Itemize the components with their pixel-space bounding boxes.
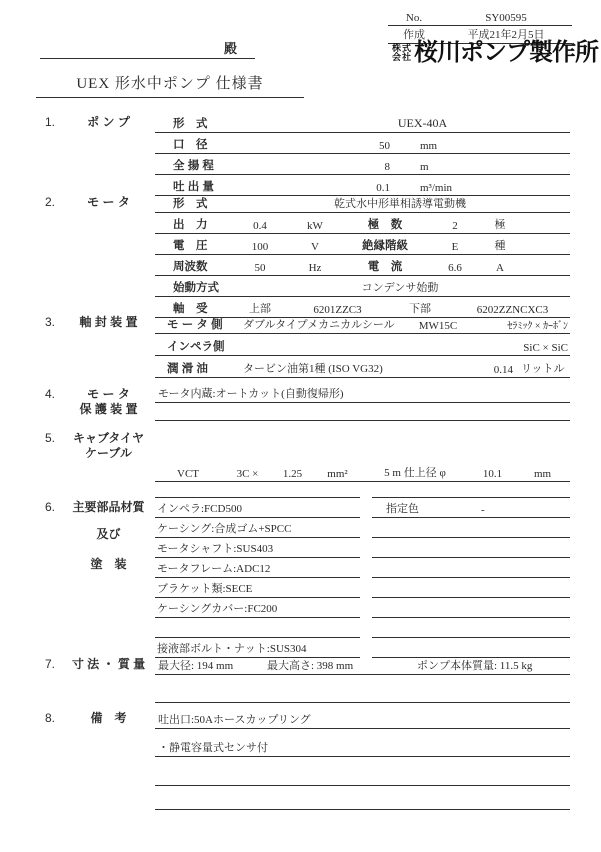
list-item <box>372 498 570 518</box>
section-materials-title-line2: 及び <box>96 527 121 541</box>
motor-type-value: 乾式水中形単相誘導電動機 <box>334 198 466 210</box>
paint-color-value: - <box>481 504 485 516</box>
motor-poles-value: 2 <box>452 220 458 232</box>
section-motor-title: モ ー タ <box>87 195 130 209</box>
material-item: 接液部ボルト・ナット:SUS304 <box>157 643 307 655</box>
bearing-upper-label: 上部 <box>249 303 271 315</box>
section-remarks-head <box>30 708 155 810</box>
section-remarks <box>30 708 570 810</box>
motor-voltage-label: 電 圧 <box>173 240 208 252</box>
material-item: モータフレーム:ADC12 <box>157 563 271 575</box>
doc-no-label: No. <box>405 12 423 24</box>
materials-list <box>155 497 360 658</box>
section-cable-title-line2: ケーブル <box>85 446 132 460</box>
cable-size: 1.25 <box>282 468 303 480</box>
list-item-blank <box>372 558 570 578</box>
material-item: ケーシングカバー:FC200 <box>157 603 278 615</box>
list-item-blank <box>372 518 570 538</box>
table-row <box>155 255 570 276</box>
motor-insulation-value: E <box>451 241 459 253</box>
motor-frequency-unit: Hz <box>308 262 322 274</box>
table-row <box>155 112 570 133</box>
section-motor <box>30 192 570 318</box>
company-prefix-top: 株式 <box>391 43 412 53</box>
list-item <box>155 538 360 558</box>
bearing-lower-value: 6202ZZNCXC3 <box>476 304 549 316</box>
pump-table <box>155 112 570 196</box>
materials-columns <box>155 497 570 658</box>
table-row <box>155 461 570 482</box>
table-row-blank <box>155 675 570 703</box>
seal-motor-side-type: ダブルタイプメカニカルシール <box>243 319 395 331</box>
list-item-blank <box>372 598 570 618</box>
paint-color-list <box>372 497 570 658</box>
company-prefix <box>392 44 412 62</box>
table-row <box>155 234 570 255</box>
table-row <box>155 729 570 757</box>
table-row <box>155 708 570 729</box>
motor-output-unit: kW <box>307 220 323 232</box>
material-item: ケーシング:合成ゴム+SPCC <box>157 523 292 535</box>
seal-impeller-side-faces: SiC × SiC <box>523 342 568 354</box>
list-item-blank <box>372 618 570 638</box>
list-item <box>155 558 360 578</box>
pump-bore-unit: mm <box>420 140 438 152</box>
motor-voltage-unit: V <box>311 241 319 253</box>
cable-length-od-label: 5 m 仕上径 φ <box>384 467 446 479</box>
doc-no-value: SY00595 <box>485 12 527 24</box>
bearing-lower-label: 下部 <box>409 303 431 315</box>
material-item: インペラ:FCD500 <box>157 503 242 515</box>
section-materials-title <box>62 500 155 658</box>
section-pump-head <box>30 112 155 196</box>
protection-table <box>155 384 570 421</box>
motor-start-label: 始動方式 <box>173 282 219 294</box>
cable-type: VCT <box>177 468 199 480</box>
paint-color-label: 指定色 <box>386 503 419 515</box>
section-dimensions-title: 寸 法 ・ 質 量 <box>71 657 146 671</box>
section-seal <box>30 312 570 378</box>
section-protection-no: 4. <box>45 387 56 401</box>
section-protection-head <box>30 384 155 421</box>
addressee-suffix: 殿 <box>223 41 237 56</box>
max-diameter: 最大径: 194 mm <box>158 660 234 672</box>
motor-bearing-label: 軸 受 <box>173 303 208 315</box>
section-remarks-title: 備 考 <box>90 711 127 725</box>
section-materials-no: 6. <box>45 500 56 514</box>
motor-insulation-label: 絶縁階級 <box>362 240 408 252</box>
seal-oil-type: タービン油第1種 (ISO VG32) <box>243 363 383 375</box>
pump-head-unit: m <box>420 161 429 173</box>
section-protection-title-line1: モ ー タ <box>87 387 130 401</box>
motor-output-label: 出 力 <box>173 219 208 231</box>
section-seal-no: 3. <box>45 315 56 329</box>
created-label: 作成 <box>403 29 425 41</box>
section-materials <box>30 497 570 658</box>
pump-discharge-unit: m³/min <box>420 182 453 194</box>
motor-current-value: 6.6 <box>448 262 462 274</box>
section-materials-head <box>30 497 155 658</box>
section-protection-title-line2: 保 護 装 置 <box>79 402 138 416</box>
pump-bore-label: 口 径 <box>173 139 208 151</box>
section-protection <box>30 384 570 421</box>
list-item-blank <box>372 578 570 598</box>
seal-oil-label: 潤 滑 油 <box>167 363 208 375</box>
section-cable-head <box>30 428 155 482</box>
section-cable-title <box>62 431 155 482</box>
remarks-table <box>155 708 570 810</box>
pump-head-label: 全 揚 程 <box>173 160 214 172</box>
list-item <box>155 518 360 538</box>
remarks-line: 吐出口:50Aホースカップリング <box>158 714 311 726</box>
cable-size-unit: mm² <box>327 468 348 480</box>
company-name: 桜川ポンプ製作所 <box>414 39 598 66</box>
seal-table <box>155 312 570 378</box>
bearing-upper-value: 6201ZZC3 <box>313 304 362 316</box>
section-dimensions-no: 7. <box>45 657 56 671</box>
motor-voltage-value: 100 <box>251 241 269 253</box>
dimensions-table <box>155 654 570 703</box>
section-cable-title-line1: キャブタイヤ <box>73 431 144 445</box>
material-item: モータシャフト:SUS403 <box>157 543 274 555</box>
section-cable <box>30 428 570 482</box>
table-row <box>155 154 570 175</box>
list-item-blank <box>372 538 570 558</box>
motor-poles-label: 極 数 <box>367 219 403 231</box>
material-item: ブラケット類:SECE <box>157 583 253 595</box>
pump-model-value: UEX-40A <box>397 116 448 130</box>
list-item <box>155 498 360 518</box>
table-row <box>155 312 570 334</box>
section-materials-title-line3: 塗 装 <box>90 557 127 571</box>
table-row <box>155 334 570 356</box>
addressee-line <box>40 38 255 59</box>
pump-discharge-label: 吐 出 量 <box>173 181 214 193</box>
cable-table <box>155 428 570 482</box>
pump-model-label: 形 式 <box>173 118 208 130</box>
motor-start-value: コンデンサ始動 <box>361 282 439 294</box>
table-row <box>155 276 570 297</box>
table-row-blank <box>155 786 570 810</box>
seal-impeller-side-label: インペラ側 <box>167 341 225 353</box>
section-motor-no: 2. <box>45 195 56 209</box>
table-row <box>155 213 570 234</box>
cable-od-value: 10.1 <box>482 468 503 480</box>
pump-discharge-value: 0.1 <box>376 182 390 194</box>
section-cable-no: 5. <box>45 431 56 445</box>
table-row <box>155 356 570 378</box>
section-pump-title: ポ ン プ <box>87 115 130 129</box>
section-seal-title: 軸 封 装 置 <box>79 315 138 329</box>
list-item-blank <box>155 618 360 638</box>
cable-cores: 3C × <box>236 468 259 480</box>
section-seal-head <box>30 312 155 378</box>
seal-motor-side-faces: ｾﾗﾐｯｸ × ｶｰﾎﾞﾝ <box>507 321 568 332</box>
motor-current-unit: A <box>496 262 504 274</box>
section-protection-title <box>62 387 155 421</box>
table-row <box>155 384 570 403</box>
table-row <box>155 192 570 213</box>
motor-output-value: 0.4 <box>253 220 267 232</box>
section-motor-head <box>30 192 155 318</box>
motor-insulation-unit: 種 <box>494 240 506 252</box>
list-item <box>155 598 360 618</box>
section-pump-no: 1. <box>45 115 56 129</box>
section-materials-title-line1: 主要部品材質 <box>72 500 145 514</box>
pump-bore-value: 50 <box>379 140 390 152</box>
remarks-line: ・静電容量式センサ付 <box>158 742 268 754</box>
section-dimensions-head <box>30 654 155 703</box>
motor-current-label: 電 流 <box>367 261 403 273</box>
seal-oil-amount: 0.14 <box>493 364 513 376</box>
page-title: UEX 形水中ポンプ 仕様書 <box>36 72 304 98</box>
table-row <box>155 133 570 154</box>
motor-frequency-label: 周波数 <box>173 261 208 273</box>
materials-column-gap <box>360 497 372 658</box>
doc-no-row <box>388 8 572 26</box>
cable-od-unit: mm <box>533 468 552 480</box>
motor-frequency-value: 50 <box>254 262 266 274</box>
section-pump <box>30 112 570 196</box>
motor-type-label: 形 式 <box>173 198 208 210</box>
created-value: 平成21年2月5日 <box>467 29 545 41</box>
motor-poles-unit: 極 <box>494 219 506 231</box>
company-logo <box>356 40 598 66</box>
seal-oil-unit: リットル <box>521 363 565 375</box>
company-prefix-bottom: 会社 <box>391 52 412 62</box>
seal-motor-side-label: モ ー タ 側 <box>167 319 223 331</box>
table-row-blank <box>155 757 570 786</box>
section-remarks-no: 8. <box>45 711 56 725</box>
max-height: 最大高さ: 398 mm <box>267 660 354 672</box>
pump-body-weight: ポンプ本体質量: 11.5 kg <box>417 660 533 672</box>
seal-motor-side-model: MW15C <box>418 320 458 332</box>
pump-head-value: 8 <box>384 161 390 173</box>
motor-table <box>155 192 570 318</box>
table-row-blank <box>155 403 570 421</box>
section-dimensions <box>30 654 570 703</box>
list-item <box>155 578 360 598</box>
table-row <box>155 654 570 675</box>
protection-value: モータ内蔵:オートカット(自動復帰形) <box>158 388 344 400</box>
